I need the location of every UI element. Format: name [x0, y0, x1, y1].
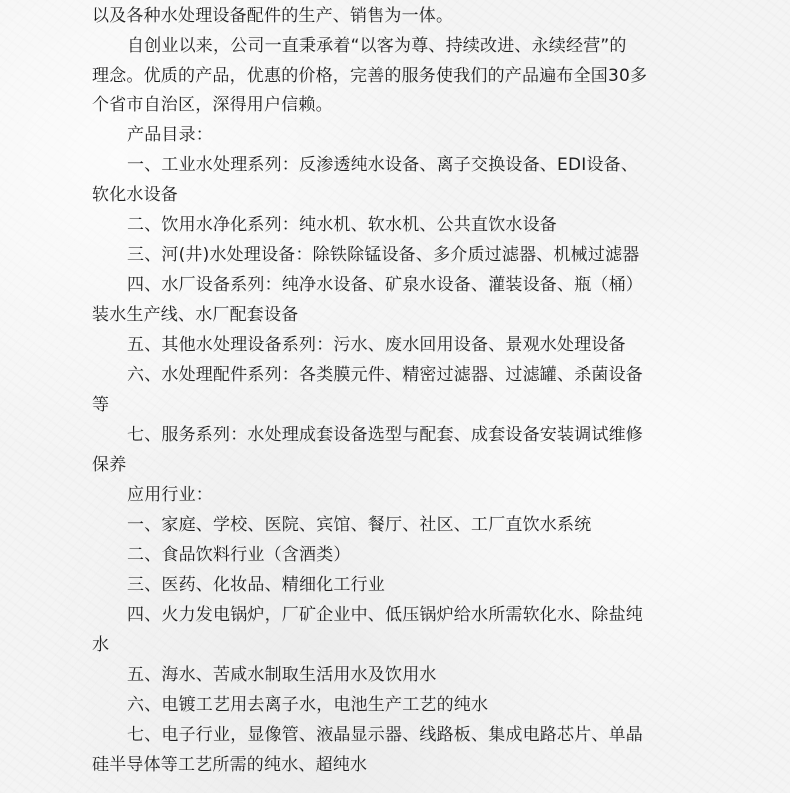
text-line: 六、水处理配件系列：各类膜元件、精密过滤器、过滤罐、杀菌设备 — [127, 365, 643, 385]
text-line: 七、电子行业，显像管、液晶显示器、线路板、集成电路芯片、单晶 — [127, 725, 643, 745]
text-line: 理念。优质的产品，优惠的价格，完善的服务使我们的产品遍布全国30多 — [92, 66, 648, 86]
text-line: 五、其他水处理设备系列：污水、废水回用设备、景观水处理设备 — [127, 335, 626, 355]
text-line: 三、河(井)水处理设备：除铁除锰设备、多介质过滤器、机械过滤器 — [127, 245, 640, 265]
text-line: 七、服务系列：水处理成套设备选型与配套、成套设备安装调试维修 — [127, 425, 643, 445]
text-line: 六、电镀工艺用去离子水，电池生产工艺的纯水 — [127, 695, 489, 715]
text-line: 五、海水、苦咸水制取生活用水及饮用水 — [127, 665, 437, 685]
text-line: 软化水设备 — [92, 185, 178, 205]
text-line: 以及各种水处理设备配件的生产、销售为一体。 — [92, 6, 454, 26]
text-line: 自创业以来，公司一直秉承着“以客为尊、持续改进、永续经营”的 — [127, 36, 627, 56]
text-line: 二、食品饮料行业（含酒类） — [127, 545, 351, 565]
text-line: 个省市自治区，深得用户信赖。 — [92, 95, 333, 115]
text-line: 一、工业水处理系列：反渗透纯水设备、离子交换设备、EDI设备、 — [127, 155, 639, 175]
text-line: 一、家庭、学校、医院、宾馆、餐厅、社区、工厂直饮水系统 — [127, 515, 592, 535]
text-line: 四、水厂设备系列：纯净水设备、矿泉水设备、灌装设备、瓶（桶） — [127, 275, 643, 295]
text-line: 等 — [92, 395, 110, 415]
text-line: 产品目录： — [127, 125, 213, 145]
text-line: 保养 — [92, 455, 127, 475]
text-line: 二、饮用水净化系列：纯水机、软水机、公共直饮水设备 — [127, 215, 557, 235]
text-line: 应用行业： — [127, 485, 213, 505]
text-line: 硅半导体等工艺所需的纯水、超纯水 — [92, 755, 368, 775]
text-line: 水 — [92, 635, 110, 655]
text-line: 三、医药、化妆品、精细化工行业 — [127, 575, 385, 595]
text-line: 四、火力发电锅炉，厂矿企业中、低压锅炉给水所需软化水、除盐纯 — [127, 605, 643, 625]
text-line: 装水生产线、水厂配套设备 — [92, 305, 299, 325]
